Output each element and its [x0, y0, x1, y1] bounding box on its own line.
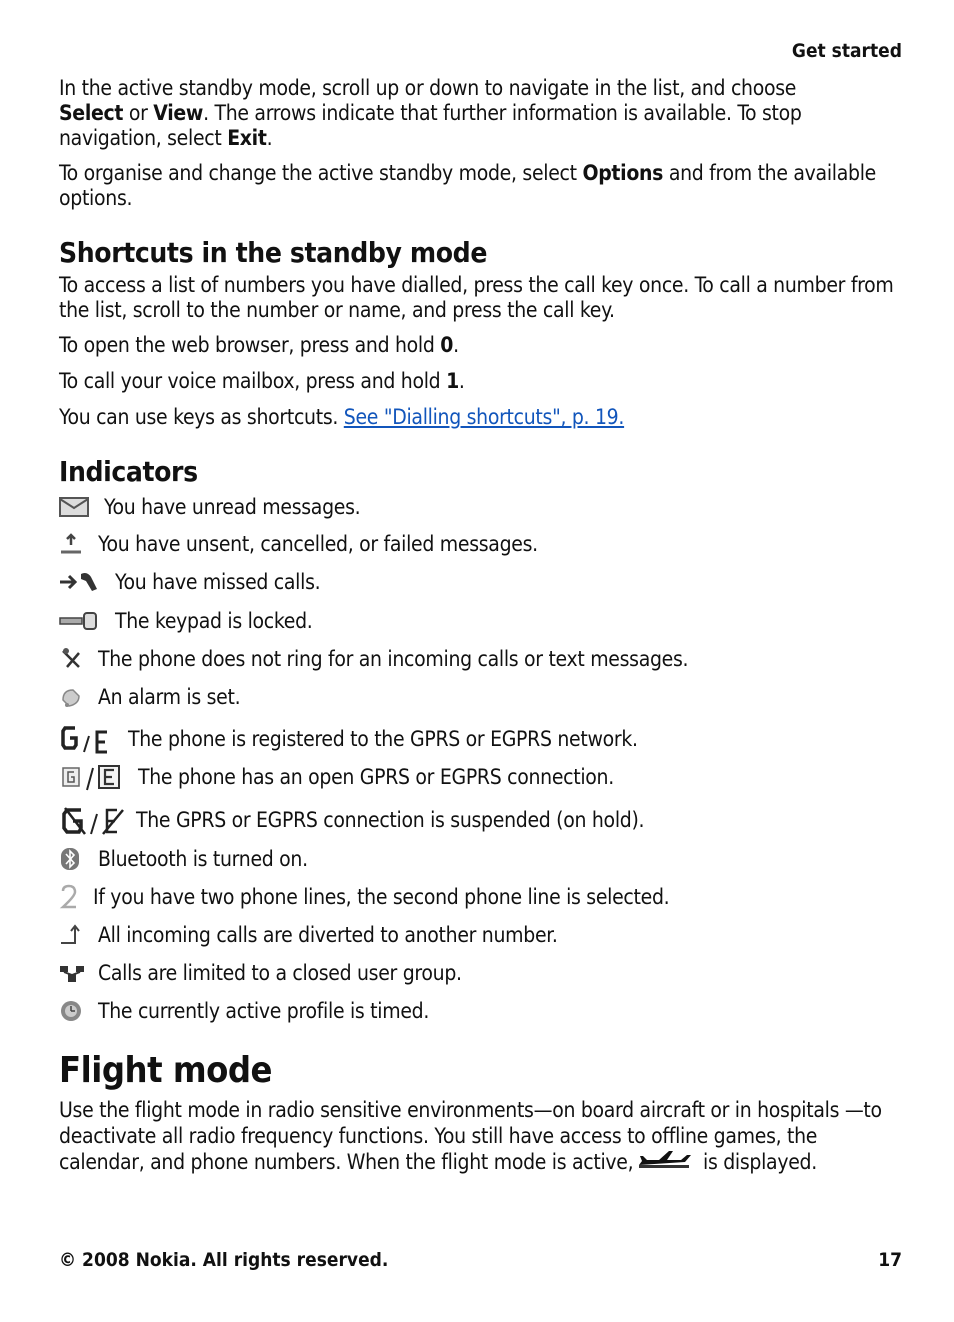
indicator-item: You have unsent, cancelled, or failed messages. [59, 527, 538, 561]
shortcuts-heading: Shortcuts in the standby mode [59, 236, 488, 269]
shortcuts-paragraph-3: To call your voice mailbox, press and hold 1. [59, 369, 465, 393]
indicator-item: The keypad is locked. [59, 604, 313, 638]
indicator-item: The GPRS or EGPRS connection is suspended (on hold). [59, 803, 644, 837]
indicator-item: All incoming calls are diverted to another number. [59, 918, 558, 952]
select-term: Select [59, 101, 124, 125]
alarm-icon [59, 683, 98, 711]
gprs-egprs-suspended-icon [59, 806, 136, 834]
indicator-item: The currently active profile is timed. [59, 994, 429, 1028]
timed-profile-icon [59, 997, 98, 1025]
closed-group-icon [59, 959, 98, 987]
gprs-egprs-open-icon [59, 763, 138, 791]
divert-icon [59, 921, 98, 949]
shortcuts-paragraph-1: To access a list of numbers you have dialled, press the call key once. To call a number from the list, scroll to the number or name, and press the call key. [59, 273, 894, 322]
indicator-item: If you have two phone lines, the second phone line is selected. [59, 880, 669, 914]
missed-call-icon [59, 568, 115, 596]
envelope-icon [59, 493, 104, 521]
gprs-egprs-icon [59, 725, 128, 753]
line-two-icon [59, 883, 93, 911]
silent-icon [59, 645, 98, 673]
indicator-item: The phone does not ring for an incoming calls or text messages. [59, 642, 688, 676]
shortcuts-paragraph-4: You can use keys as shortcuts. See "Dialling shortcuts", p. 19. [59, 405, 625, 429]
page-number: 17 [878, 1249, 902, 1271]
key-lock-icon [59, 607, 115, 635]
indicator-item: You have missed calls. [59, 565, 320, 599]
indicator-item: You have unread messages. [59, 490, 360, 524]
indicator-item: Bluetooth is turned on. [59, 842, 308, 876]
indicator-item: An alarm is set. [59, 680, 240, 714]
dialling-shortcuts-link[interactable]: See "Dialling shortcuts", p. 19. [343, 405, 625, 429]
flight-mode-heading: Flight mode [59, 1050, 272, 1091]
exit-term: Exit [227, 126, 267, 150]
intro-paragraph-1: In the active standby mode, scroll up or down to navigate in the list, and choose Select or View. The arrows indicate that further information is available. To stop navigation, select Exit. [59, 76, 802, 150]
flight-mode-paragraph: Use the flight mode in radio sensitive environments—on board aircraft or in hospitals —to deactivate all radio frequency functions. You still have access to offline games, the calendar, and phone numbers. When the flight mode is active, is displayed. [59, 1097, 902, 1177]
view-term: View [153, 101, 204, 125]
intro-paragraph-2: To organise and change the active standby mode, select Options and from the available options. [59, 161, 876, 210]
indicator-item: Calls are limited to a closed user group. [59, 956, 462, 990]
airplane-icon [637, 1149, 693, 1177]
shortcuts-paragraph-2: To open the web browser, press and hold 0. [59, 333, 459, 357]
copyright: © 2008 Nokia. All rights reserved. [59, 1249, 389, 1271]
indicator-item: The phone is registered to the GPRS or EGPRS network. [59, 722, 638, 756]
outbox-icon [59, 530, 98, 558]
options-term: Options [582, 161, 664, 185]
indicators-heading: Indicators [59, 455, 198, 488]
indicator-item: The phone has an open GPRS or EGPRS connection. [59, 760, 614, 794]
running-header: Get started [791, 40, 902, 62]
bluetooth-icon [59, 845, 98, 873]
